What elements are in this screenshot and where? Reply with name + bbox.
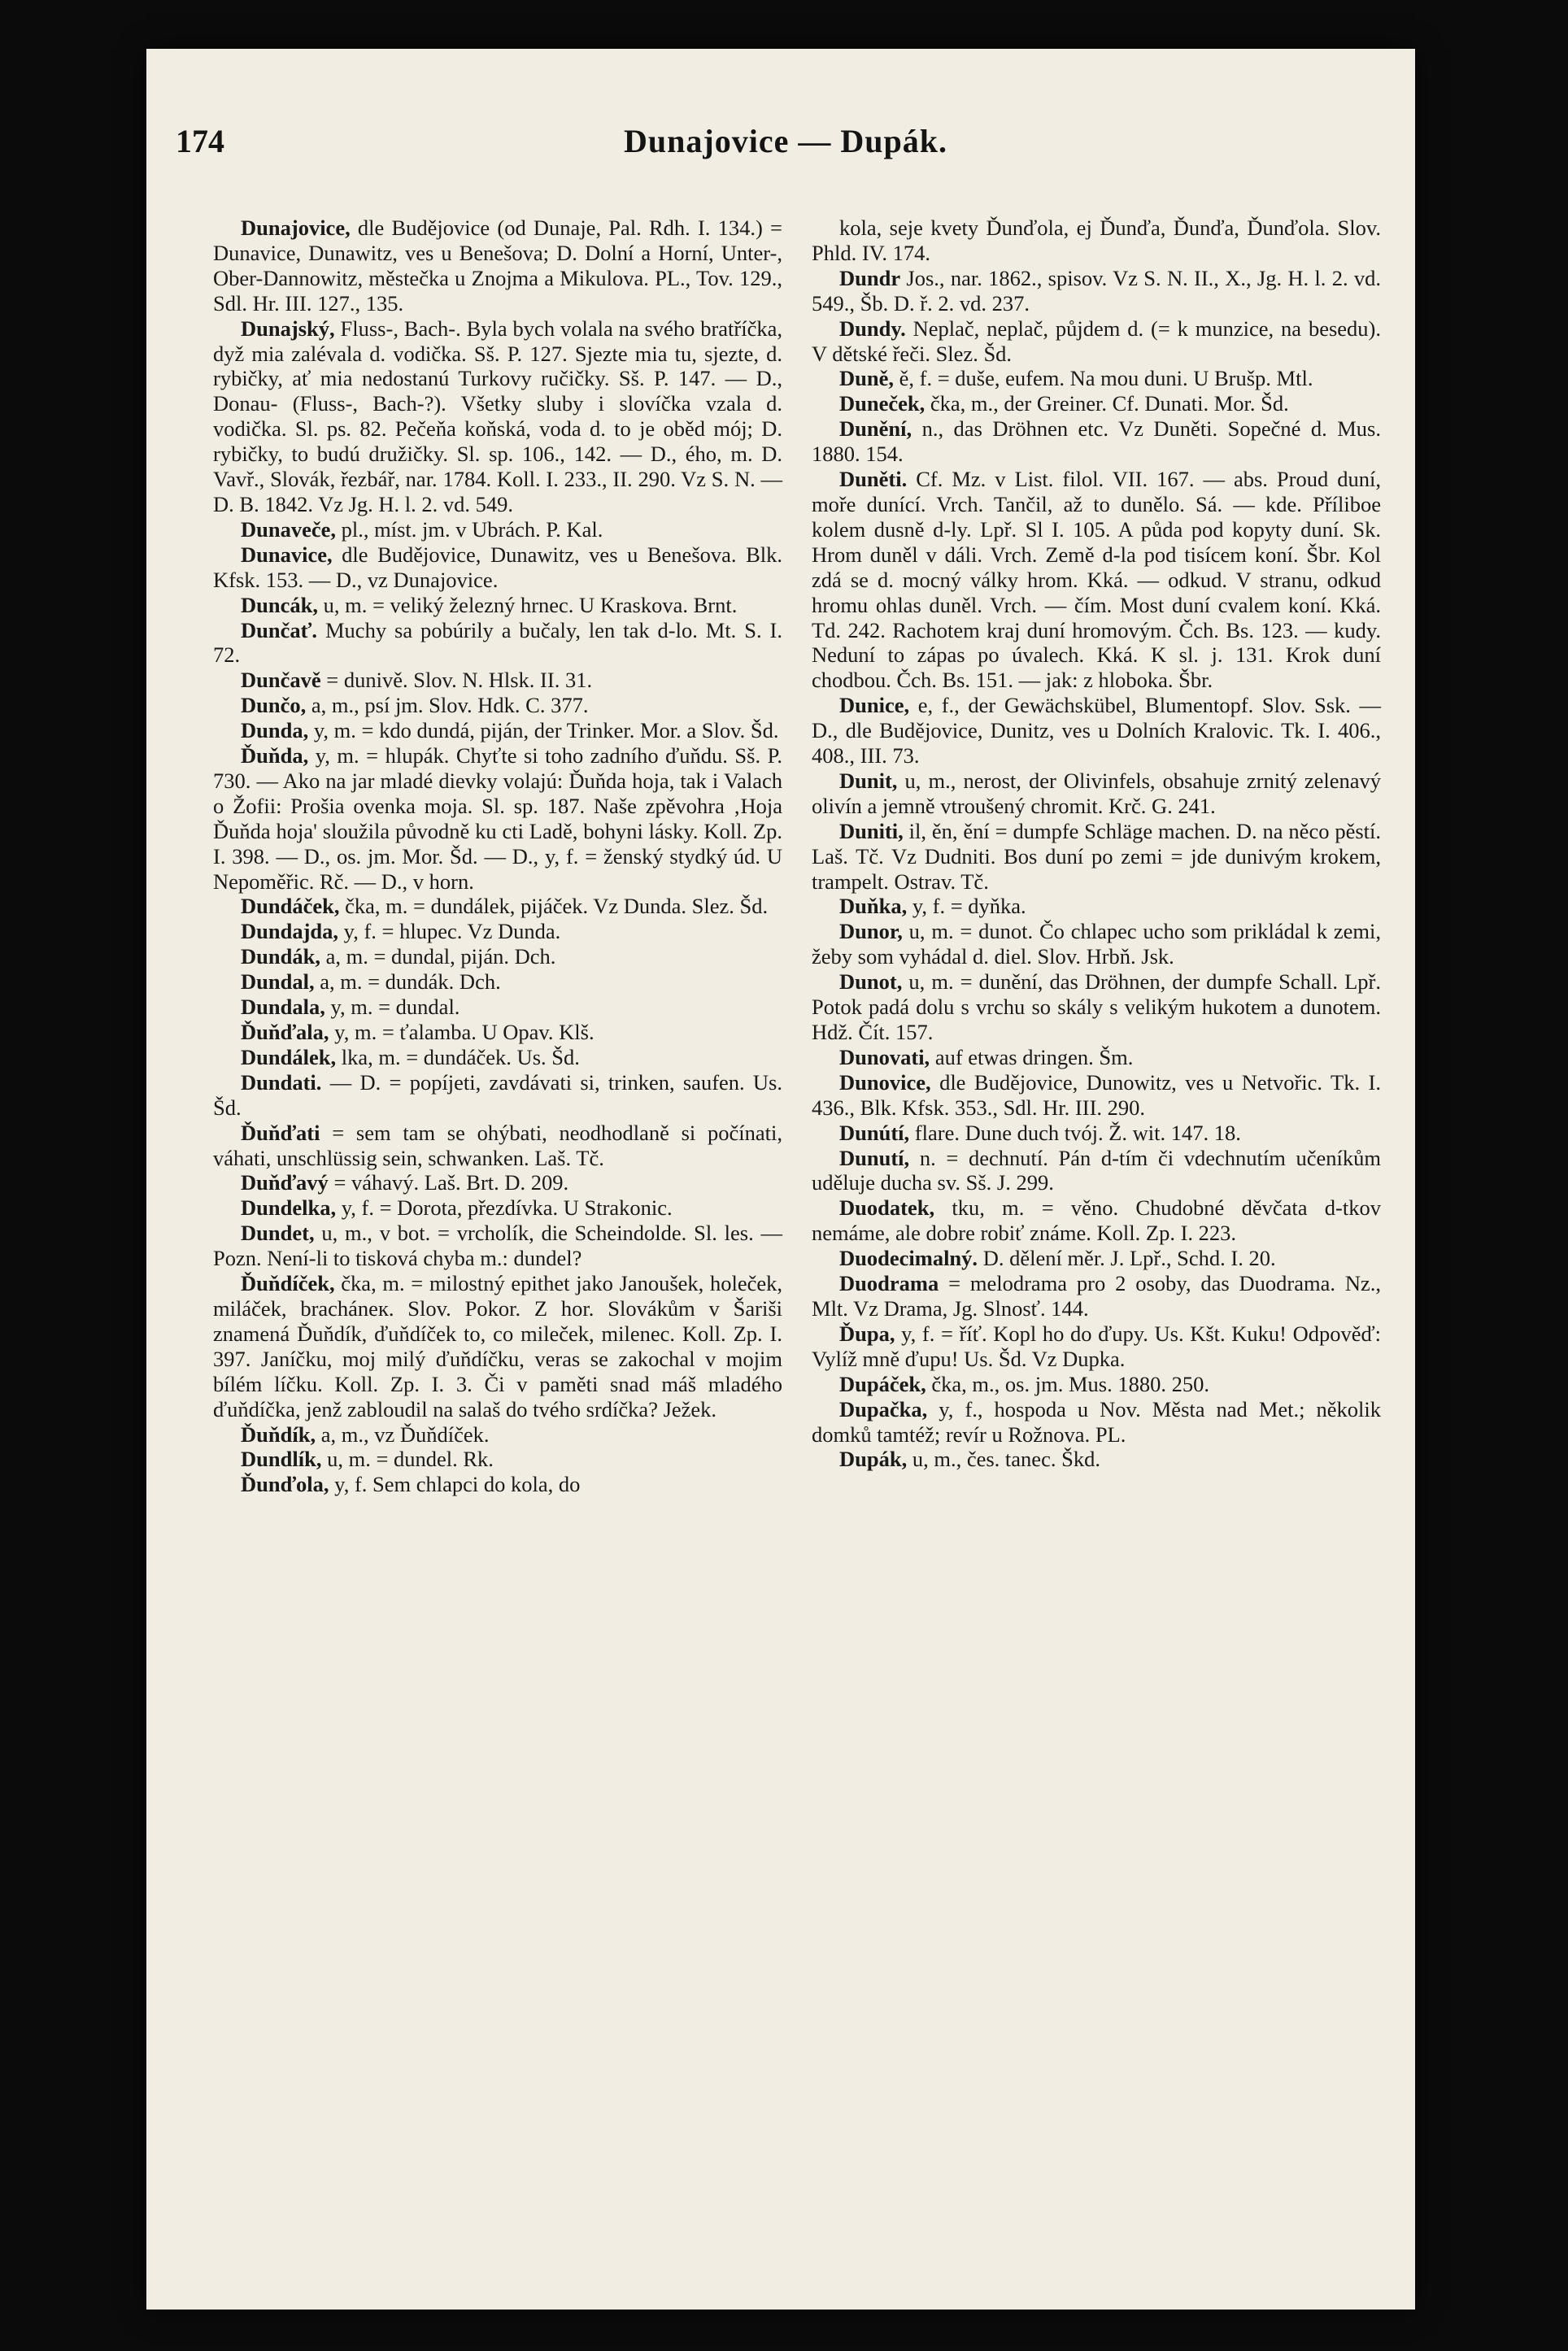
dictionary-entry (213, 995, 782, 1020)
entry-headword: Dunaveče, (241, 516, 337, 542)
dictionary-entry (213, 1447, 782, 1472)
dictionary-entry (213, 1170, 782, 1195)
dictionary-page (146, 49, 1415, 2310)
dictionary-entry (812, 819, 1381, 895)
dictionary-entry (812, 1271, 1381, 1321)
entry-text: ě, f. = duše, eufem. Na mou duni. U Brušp. Mtl. (894, 366, 1313, 391)
dictionary-entry (213, 1195, 782, 1221)
entry-text: flare. Dune duch tvój. Ž. wit. 147. 18. (909, 1120, 1241, 1145)
dictionary-entry (213, 894, 782, 919)
dictionary-entry (812, 1121, 1381, 1146)
dictionary-entry (213, 743, 782, 894)
dictionary-entry (812, 1447, 1381, 1472)
dictionary-entry (812, 1195, 1381, 1246)
entry-headword: Dunda, (241, 718, 309, 743)
dictionary-entry (213, 718, 782, 743)
dictionary-entry (213, 542, 782, 593)
entry-text: a, m., vz Ďuňdíček. (316, 1421, 490, 1447)
entry-text: a, m. = dundal, piján. Dch. (320, 944, 556, 969)
entry-text: y, f. = Dorota, přezdívka. U Strakonic. (336, 1195, 673, 1221)
entry-headword: Dunor, (839, 919, 903, 944)
entry-headword: Dunění, (839, 416, 912, 442)
dictionary-entry (812, 366, 1381, 391)
dictionary-entry (812, 1321, 1381, 1372)
entry-text: u, m. = dunění, das Dröhnen, der dumpfe Schall. Lpř. Potok padá dolu s vrchu so skály s velikým hukotem a dunotem. Hdž. Čít. 157. (812, 969, 1381, 1044)
entry-text: auf etwas dringen. Šm. (930, 1044, 1134, 1069)
entry-headword: Dunavice, (241, 542, 333, 567)
dictionary-entry (812, 1246, 1381, 1271)
dictionary-entry (213, 1422, 782, 1448)
entry-text: u, m. = dunot. Čo chlapec ucho som prikládal k zemi, žeby som vyhádal d. diel. Slov. Hrbň. Jsk. (812, 919, 1381, 969)
entry-headword: Dunit, (839, 768, 898, 793)
entry-headword: Ďunďola, (241, 1472, 329, 1497)
entry-text: Neplač, neplač, půjdem d. (= k munzice, na besedu). V dětské řeči. Slez. Šd. (812, 316, 1381, 366)
entry-headword: Ďuňdíček, (241, 1271, 335, 1296)
dictionary-entry (812, 768, 1381, 819)
entry-text: dle Budějovice, Dunawitz, ves u Benešova. Blk. Kfsk. 153. — D., vz Dunajovice. (213, 542, 782, 592)
entry-headword: Dunčavě (241, 668, 321, 693)
entry-text: u, m. = dundel. Rk. (321, 1447, 494, 1472)
dictionary-entry (213, 1070, 782, 1121)
entry-text: n., das Dröhnen etc. Vz Duněti. Sopečné d. Mus. 1880. 154. (812, 416, 1381, 467)
dictionary-entry (812, 1397, 1381, 1448)
entry-text: — D. = popíjeti, zavdávati si, trinken, saufen. Us. Šd. (213, 1069, 782, 1120)
entry-headword: Dundajda, (241, 919, 339, 944)
entry-text: pl., míst. jm. v Ubrách. P. Kal. (336, 516, 603, 542)
entry-text: tku, m. = věno. Chudobné děvčata d-tkov nemáme, ale dobre robiť známe. Koll. Zp. I. 223. (812, 1195, 1381, 1246)
entry-text: = váhavý. Laš. Brt. D. 209. (328, 1170, 569, 1195)
entry-text: u, m., čes. tanec. Škd. (907, 1447, 1100, 1472)
entry-text: dle Budějovice (od Dunaje, Pal. Rdh. I. 134.) = Dunavice, Dunawitz, ves u Benešova; D. Dolní a Horní, Unter-, Ober-Dannowitz, městečka u Znojma a Mikulova. PL., Tov. 129., Sdl. Hr. III. 127., 135. (213, 216, 782, 316)
entry-text: = melodrama pro 2 osoby, das Duodrama. Nz., Mlt. Vz Drama, Jg. Slnosť. 144. (812, 1271, 1381, 1321)
dictionary-entry (812, 693, 1381, 768)
entry-text: lka, m. = dundáček. Us. Šd. (336, 1044, 580, 1069)
entry-headword: Dunčať. (241, 617, 318, 642)
entry-headword: Dunot, (839, 969, 903, 995)
dictionary-entry (812, 467, 1381, 693)
entry-headword: Duodecimalný. (839, 1246, 978, 1271)
entry-text: kola, seje kvety Ďunďola, ej Ďunďa, Ďunďa, Ďunďola. Slov. Phld. IV. 174. (812, 216, 1381, 265)
dictionary-entry (812, 266, 1381, 316)
entry-text: y, f. Sem chlapci do kola, do (329, 1472, 581, 1497)
entry-headword: Duneček, (839, 391, 926, 416)
entry-text: y, m. = kdo dundá, piján, der Trinker. Mor. a Slov. Šd. (308, 718, 779, 743)
entry-text: y, m. = dundal. (324, 995, 460, 1020)
entry-headword: Dundálek, (241, 1044, 337, 1069)
page-header (176, 122, 1396, 171)
entry-headword: Duněti. (839, 467, 908, 492)
dictionary-entry (812, 1372, 1381, 1397)
dictionary-entry (213, 969, 782, 995)
entry-headword: Duniti, (839, 818, 904, 843)
entry-headword: Dundelka, (241, 1195, 337, 1221)
dictionary-entry (812, 1045, 1381, 1070)
entry-text: y, f., hospoda u Nov. Města nad Met.; několik domků tamtéž; revír u Rožnova. PL. (812, 1396, 1381, 1447)
dictionary-entry (213, 517, 782, 542)
entry-text: y, m. = hlupák. Chyťte si toho zadního ďuňdu. Sš. P. 730. — Ako na jar mladé dievky volajú: Ďuňda hoja, tak i Valach o Žofii: Prošia ovenka moja. Sl. sp. 187. Naše zpěvohra ‚Hoja Ďuňda hoja' sloužila původně ku cti Ladě, bohyni lásky. Koll. Zp. I. 398. — D., os. jm. Mor. Šd. — D., y, f. = ženský stydký úd. U Nepoměřic. Rč. — D., v horn. (213, 743, 782, 894)
entry-headword: Duncák, (241, 592, 318, 617)
dictionary-entry (812, 416, 1381, 467)
dictionary-entry (812, 391, 1381, 416)
dictionary-entry (812, 216, 1381, 266)
dictionary-entry (213, 1221, 782, 1271)
dictionary-entry (812, 919, 1381, 969)
dictionary-entry (213, 668, 782, 693)
entry-text: = dunivě. Slov. N. Hlsk. II. 31. (320, 668, 593, 693)
page-number: 174 (176, 123, 224, 159)
dictionary-entry (213, 1271, 782, 1421)
dictionary-entry (812, 316, 1381, 367)
entry-text: y, f. = dyňka. (907, 894, 1026, 919)
entry-headword: Dundala, (241, 995, 325, 1020)
entry-headword: Dundáček, (241, 894, 340, 919)
entry-headword: Dundy. (839, 316, 906, 341)
entry-text: il, ěn, ění = dumpfe Schläge machen. D. na něco pěstí. Laš. Tč. Vz Dudniti. Bos duní po zemi = jde dunivým krokem, trampelt. Ostrav. Tč. (812, 818, 1381, 894)
entry-text: u, m., nerost, der Olivinfels, obsahuje zrnitý zelenavý olivín a jemně vtroušený chromit. Krč. G. 241. (812, 768, 1381, 818)
dictionary-entry (213, 216, 782, 316)
dictionary-entry (812, 1070, 1381, 1121)
entry-headword: Ďuňda, (241, 743, 309, 768)
entry-text: u, m., v bot. = vrcholík, die Scheindolde. Sl. les. — Pozn. Není-li to tisková chyba m.: dundel? (213, 1221, 782, 1271)
entry-headword: Dunčo, (241, 693, 307, 718)
dictionary-entry (213, 919, 782, 944)
left-column (213, 216, 782, 1497)
dictionary-entry (213, 1472, 782, 1497)
entry-headword: Ďupa, (839, 1321, 895, 1346)
entry-headword: Dundal, (241, 969, 315, 995)
dictionary-entry (213, 693, 782, 718)
dictionary-entry (213, 316, 782, 517)
entry-text: y, f. = říť. Kopl ho do ďupy. Us. Kšt. Kuku! Odpověď: Vylíž mně ďupu! Us. Šd. Vz Dupka. (812, 1321, 1381, 1371)
entry-text: D. dělení měr. J. Lpř., Schd. I. 20. (978, 1246, 1276, 1271)
dictionary-entry (213, 944, 782, 969)
entry-headword: Dundák, (241, 944, 320, 969)
dictionary-entry (213, 1121, 782, 1171)
entry-text: y, m. = ťalamba. U Opav. Klš. (329, 1020, 595, 1044)
entry-text: dle Budějovice, Dunowitz, ves u Netvořic. Tk. I. 436., Blk. Kfsk. 353., Sdl. Hr. III. 290. (812, 1069, 1381, 1120)
entry-headword: Ďuňďati (241, 1120, 320, 1145)
entry-headword: Dundet, (241, 1221, 315, 1246)
entry-text: e, f., der Gewächskübel, Blumentopf. Slov. Ssk. — D., dle Budějovice, Dunitz, ves u Dolních Kralovic. Tk. I. 406., 408., III. 73. (812, 693, 1381, 768)
entry-headword: Dunovati, (839, 1044, 930, 1069)
entry-text: n. = dechnutí. Pán d-tím či vdechnutím učeníkům uděluje ducha sv. Sš. J. 299. (812, 1145, 1381, 1195)
running-title: Dunajovice — Dupák. (624, 123, 947, 159)
entry-text: čka, m. = milostný epithet jako Janoušek, holeček, miláček, bracháneк. Slov. Pokor. Z hor. Slovákům v Šariši znamená Ďuňdík, ďuňdíček to, co mileček, milenec. Koll. Zp. I. 397. Janíčku, moj milý ďuňdíčku, veras se zakochal v mojim bílém líčku. Koll. Zp. I. 3. Či v paměti snad máš mladého ďuňdíčka, jenž zabloudil na salaš do tvého srdíčka? Ježek. (213, 1271, 782, 1421)
entry-headword: Duodatek, (839, 1195, 935, 1221)
entry-text: čka, m., os. jm. Mus. 1880. 250. (926, 1371, 1209, 1396)
entry-headword: Dunajovice, (241, 216, 351, 240)
entry-text: y, f. = hlupec. Vz Dunda. (338, 919, 561, 944)
dictionary-entry (812, 1146, 1381, 1196)
entry-headword: Dupák, (839, 1447, 908, 1472)
dictionary-entry (812, 894, 1381, 919)
entry-headword: Dundati. (241, 1069, 322, 1095)
entry-headword: Ďuňďala, (241, 1020, 329, 1044)
entry-headword: Dunútí, (839, 1120, 910, 1145)
entry-text: čka, m., der Greiner. Cf. Dunati. Mor. Šd. (925, 391, 1289, 416)
dictionary-entry (213, 1020, 782, 1045)
entry-text: a, m. = dundák. Dch. (314, 969, 501, 995)
entry-text: Fluss-, Bach-. Byla bych volala na svého bratříčka, dyž mia zalévala d. vodička. Sš. P. 127. Sjezte mia tu, sjezte, d. rybičky, ať mia nedostanú Turkovy ručičky. Sš. P. 147. — D., Donau- (Fluss-, Bach-?). Všetky sluby i slovíčka vzala d. vodička. Sl. ps. 82. Pečeňa koňská, voda d. to je oběd mój; D. rybičky, to budú družičky. Sl. sp. 106., 142. — D., ého, m. D. Vavř., Slovák, řezbář, nar. 1784. Koll. I. 233., II. 290. Vz S. N. — D. B. 1842. Vz Jg. H. l. 2. vd. 549. (213, 316, 782, 516)
entry-headword: Dunice, (839, 693, 910, 718)
entry-headword: Dundr (839, 265, 901, 290)
entry-headword: Duně, (839, 366, 895, 391)
dictionary-entry (213, 618, 782, 668)
entry-text: = sem tam se ohýbati, neodhodlaně si počínati, váhati, unschlüssig sein, schwanken. Laš. Tč. (213, 1120, 782, 1170)
entry-text: čka, m. = dundálek, pijáček. Vz Dunda. Slez. Šd. (339, 894, 769, 919)
dictionary-entry (213, 593, 782, 618)
entry-headword: Duňďavý (241, 1170, 329, 1195)
entry-headword: Dunovice, (839, 1069, 931, 1095)
entry-text: Muchy sa pobúrily a bučaly, len tak d-lo. Mt. S. I. 72. (213, 617, 782, 668)
entry-headword: Dunajský, (241, 316, 335, 341)
entry-text: Cf. Mz. v List. filol. VII. 167. — abs. Proud duní, moře dunící. Vrch. Tančil, až to dunělo. Sá. — kde. Příliboe kolem dusně d-ly. Lpř. Sl I. 105. A půda pod kopyty duní. Sk. Hrom duněl v dáli. Vrch. Země d-la pod tisícem koní. Šbr. Kol zdá se d. mocný války hrom. Kká. — odkud. V stranu, odkud hromu ohlas duněl. Vrch. — čím. Most duní cvalem koní. Kká. Td. 242. Rachotem kraj duní hromovým. Čch. Bs. 123. — kudy. Neduní to zápas po úvalech. Kká. K sl. j. 131. Krok duní chodbou. Čch. Bs. 151. — jak: z hloboka. Šbr. (812, 467, 1381, 693)
entry-headword: Duňka, (839, 894, 908, 919)
entry-headword: Dupáček, (839, 1371, 926, 1396)
entry-headword: Duodrama (839, 1271, 939, 1296)
dictionary-entry (213, 1045, 782, 1070)
entry-headword: Dundlík, (241, 1447, 322, 1472)
right-column (812, 216, 1381, 1472)
entry-text: Jos., nar. 1862., spisov. Vz S. N. II., X., Jg. H. l. 2. vd. 549., Šb. D. ř. 2. vd. 237. (812, 265, 1381, 316)
entry-headword: Dunutí, (839, 1145, 910, 1170)
entry-headword: Ďuňdík, (241, 1421, 316, 1447)
entry-text: u, m. = veliký železný hrnec. U Kraskova. Brnt. (318, 592, 738, 617)
entry-headword: Dupačka, (839, 1396, 928, 1421)
dictionary-entry (812, 969, 1381, 1045)
entry-text: a, m., psí jm. Slov. Hdk. C. 377. (306, 693, 589, 718)
